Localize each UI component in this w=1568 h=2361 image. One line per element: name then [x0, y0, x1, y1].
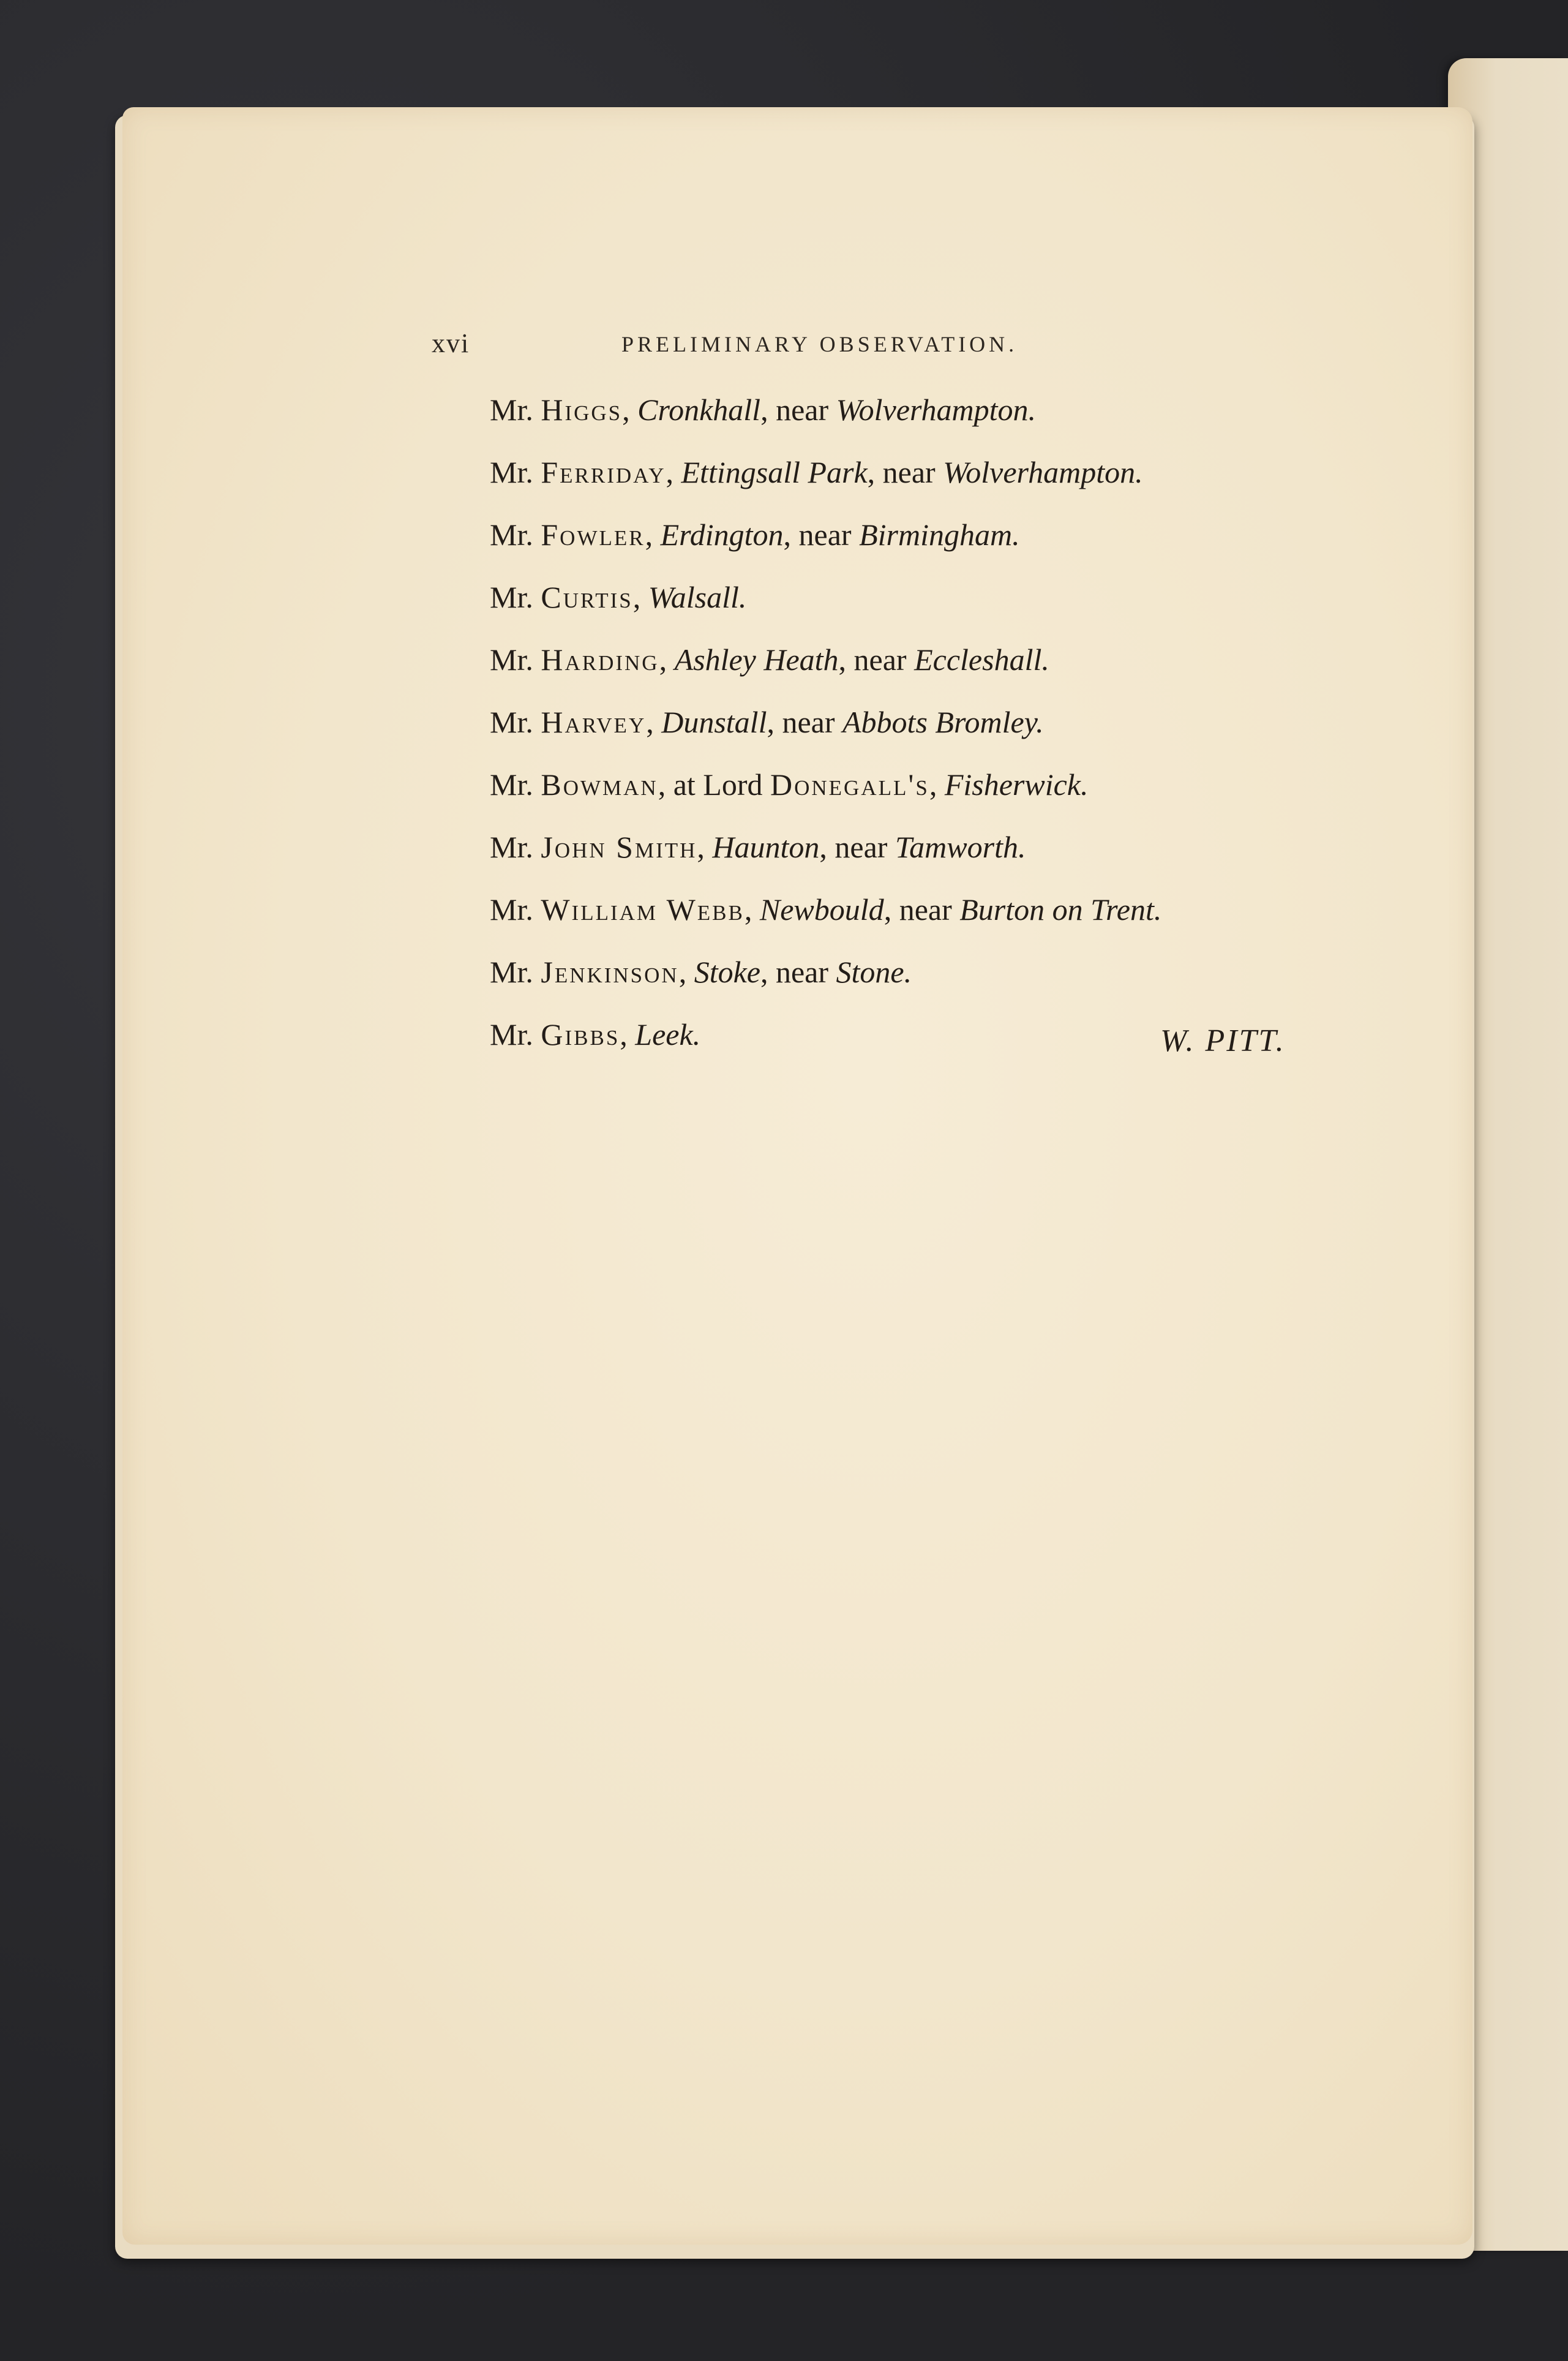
entry-title: Mr.	[490, 830, 533, 864]
entry-place: Leek.	[635, 1017, 701, 1052]
entry-near-place: Burton on Trent.	[959, 892, 1162, 927]
entry-host-name: Donegall's	[770, 767, 929, 802]
entry-near-place: Tamworth.	[895, 830, 1026, 864]
entry-name: Bowman	[541, 767, 658, 802]
entry-near: , near	[819, 830, 895, 864]
page-number: xvi	[432, 328, 470, 358]
entry-place: Ettingsall Park	[681, 455, 868, 489]
entry-separator: ,	[620, 1017, 636, 1052]
list-item	[490, 753, 1347, 816]
list-item	[490, 816, 1347, 878]
entry-name: Gibbs	[541, 1017, 620, 1052]
entry-near: , near	[760, 393, 836, 427]
entry-separator: ,	[632, 580, 648, 614]
entry-place: Cronkhall	[637, 393, 761, 427]
entry-title: Mr.	[490, 705, 533, 739]
list-item	[490, 503, 1347, 566]
entry-place: Newbould	[759, 892, 884, 927]
entry-name: Ferriday	[541, 455, 666, 489]
entry-title: Mr.	[490, 955, 533, 989]
entry-place: Erdington	[660, 518, 784, 552]
entry-near-place: Wolverhampton.	[836, 393, 1037, 427]
entry-separator: ,	[659, 642, 675, 677]
entry-near-place: Eccleshall.	[914, 642, 1049, 677]
entry-name: Curtis	[541, 580, 633, 614]
entry-near: , near	[883, 892, 960, 927]
entry-near: , near	[783, 518, 860, 552]
entry-title: Mr.	[490, 892, 533, 927]
entry-host-place: Fisherwick.	[944, 767, 1089, 802]
list-item	[490, 628, 1347, 691]
entry-near-place: Wolverhampton.	[943, 455, 1143, 489]
entry-place: Haunton	[712, 830, 820, 864]
entry-separator: ,	[666, 455, 681, 489]
entry-name: Jenkinson	[541, 955, 679, 989]
entry-title: Mr.	[490, 455, 533, 489]
running-title: PRELIMINARY OBSERVATION.	[621, 332, 1018, 356]
entry-near: , near	[767, 705, 843, 739]
entry-separator: ,	[678, 955, 694, 989]
entry-near: , near	[838, 642, 915, 677]
entry-title: Mr.	[490, 1017, 533, 1052]
page-header	[432, 322, 1301, 364]
list-item	[490, 878, 1347, 941]
list-item	[490, 378, 1347, 441]
entry-name: Harding	[541, 642, 659, 677]
entry-place: Dunstall	[661, 705, 767, 739]
entry-separator: ,	[744, 892, 760, 927]
entry-separator: ,	[646, 705, 662, 739]
entry-near: , near	[867, 455, 943, 489]
list-item	[490, 941, 1347, 1003]
entry-name: William Webb	[541, 892, 745, 927]
acknowledgement-list	[490, 378, 1347, 1066]
entry-separator: ,	[622, 393, 638, 427]
entry-title: Mr.	[490, 518, 533, 552]
entry-title: Mr.	[490, 580, 533, 614]
list-item	[490, 441, 1347, 503]
entry-near-place: Abbots Bromley.	[842, 705, 1044, 739]
list-item	[490, 566, 1347, 628]
entry-near: , near	[760, 955, 836, 989]
author-signature: W. PITT.	[1160, 1023, 1286, 1058]
entry-separator: ,	[645, 518, 661, 552]
entry-near-place: Birmingham.	[859, 518, 1020, 552]
entry-separator: , at Lord	[658, 767, 770, 802]
list-item	[490, 691, 1347, 753]
entry-near-place: Stone.	[836, 955, 912, 989]
entry-title: Mr.	[490, 393, 533, 427]
entry-name: Fowler	[541, 518, 645, 552]
entry-place: Walsall.	[648, 580, 747, 614]
entry-separator: ,	[697, 830, 713, 864]
entry-place: Stoke	[694, 955, 760, 989]
entry-title: Mr.	[490, 642, 533, 677]
entry-host-separator: ,	[929, 767, 945, 802]
entry-title: Mr.	[490, 767, 533, 802]
entry-name: John Smith	[541, 830, 697, 864]
entry-name: Higgs	[541, 393, 623, 427]
entry-name: Harvey	[541, 705, 647, 739]
entry-place: Ashley Heath	[674, 642, 839, 677]
